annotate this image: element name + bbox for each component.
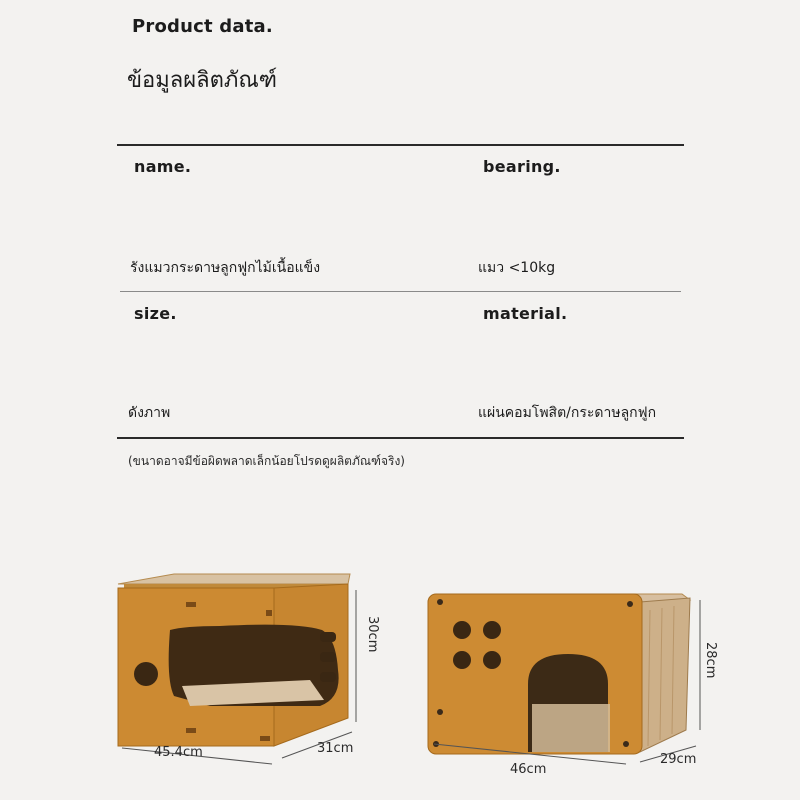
material-value: แผ่นคอมโพสิต/กระดาษลูกฟูก [478, 405, 657, 421]
bearing-value: แมว <10kg [478, 260, 556, 276]
right-height-label: 28cm [703, 642, 718, 679]
bearing-label: bearing. [483, 157, 561, 176]
title-english: Product data. [132, 16, 273, 37]
name-value: รังแมวกระดาษลูกฟูกไม้เนื้อแข็ง [130, 260, 321, 276]
title-thai: ข้อมูลผลิตภัณฑ์ [127, 68, 278, 93]
table-middle-rule [120, 291, 681, 292]
right-cat-house-image [420, 580, 720, 780]
size-disclaimer-note: (ขนาดอาจมีข้อผิดพลาดเล็กน้อยโปรดดูผลิตภัณฑ์จริง) [128, 454, 405, 468]
name-label: name. [134, 157, 192, 176]
right-depth-label: 29cm [660, 752, 697, 767]
size-label: size. [134, 304, 177, 323]
left-width-label: 45.4cm [154, 745, 203, 760]
left-depth-label: 31cm [317, 741, 354, 756]
left-height-label: 30cm [365, 616, 380, 653]
size-value: ดังภาพ [128, 405, 171, 421]
table-bottom-rule [117, 437, 684, 439]
table-top-rule [117, 144, 684, 146]
material-label: material. [483, 304, 568, 323]
right-width-label: 46cm [510, 762, 547, 777]
